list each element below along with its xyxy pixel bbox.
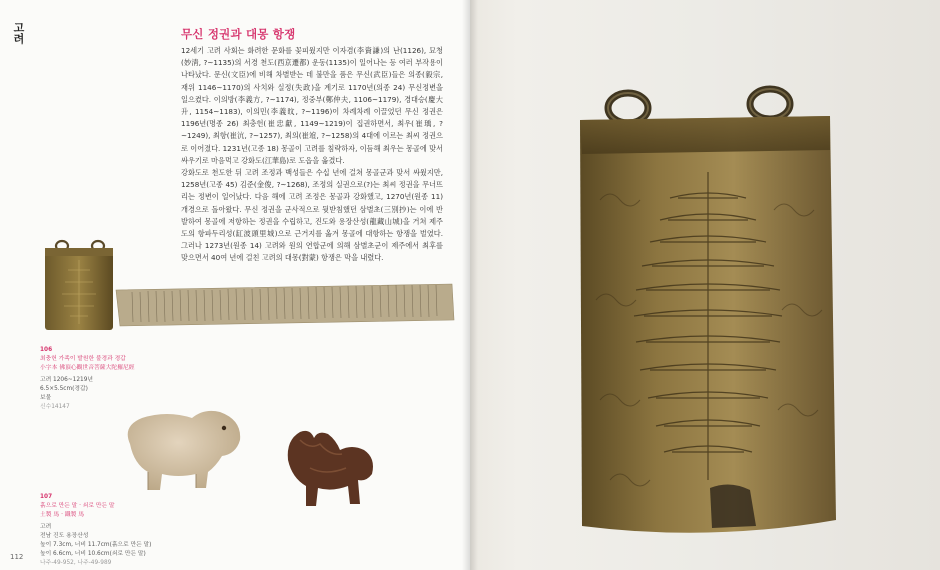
iron-horse-photo bbox=[280, 420, 380, 520]
caption-title: 최충헌 가족이 발원한 불경과 경갑 bbox=[40, 356, 126, 362]
caption-line: 전남 진도 용장산성 bbox=[40, 533, 89, 539]
caption-number: 107 bbox=[40, 494, 53, 500]
sutra-scroll-photo bbox=[112, 280, 457, 330]
caption-line: 보물 bbox=[40, 395, 52, 401]
body-paragraph: 강화도로 천도한 뒤 고려 조정과 백성들은 수십 년에 걸쳐 몽골군과 맞서 싸웠지만, 1258년(고종 45) 김준(金俊, ?~1268), 조정의 실권으로(?)는 최씨 정권을 무너뜨리는 정변이 일어났다. 다음 해에 고려 조정은 몽골과 강화했고, 1270년(원종 11) 개경으로 돌아왔다. 무신 정권을 군사적으로 뒷받침했던 삼별초(三別抄)는 이에 반발하여 몽골에 저항하는 정권을 수립하고, 진도와 용장산성(龍藏山城)을 거쳐 제주도의 항파두리성(缸波頭里城)으로 근거지를 옮겨 몽골에 대항하는 항쟁을 벌였다. 그러나 1273년(원종 14) 고려와 원의 연합군에 의해 삼별초군이 제주에서 최후를 맞으면서 40여 년에 걸친 고려의 대몽(對蒙) 항쟁은 막을 내렸다. bbox=[181, 168, 443, 263]
caption-line: 높이 6.6cm, 너비 10.6cm(쇠로 만든 말) bbox=[40, 551, 146, 557]
body-paragraph: 12세기 고려 사회는 화려한 문화를 꽃피웠지만 이자겸(李資謙)의 난(1126), 묘청(妙淸, ?~1135)의 서경 천도(西京遷都) 운동(1135)이 일어나는 등 여러 부작용이 나타났다. 문신(文臣)에 비해 차별받는 데 불만을 품은 무신(武臣)들은 의종(毅宗, 재위 1146~1170)의 사치와 실정(失政)을 계기로 1170년(의종 24) 무신정변을 일으켰다. 이의방(李義方, ?~1174), 정중부(鄭仲夫, 1106~1179), 경대승(慶大升, 1154~1183), 이의민(李義旼, ?~1196)이 차례차례 이끌었던 무신 정권은 1196년(명종 26) 최충헌(崔忠獻, 1149~1219)이 집권하면서, 최우(崔瑀, ?~1249), 최항(崔沆, ?~1257), 최의(崔竩, ?~1258)의 4대에 이르는 최씨 정권으로 이어졌다. 1231년(고종 18) 몽골이 고려를 침략하자, 이듬해 최우는 몽골에 맞서 싸우기로 마음먹고 강화도(江華島)로 도읍을 옮겼다. bbox=[181, 46, 443, 165]
sutra-case-photo bbox=[40, 238, 120, 336]
sutra-case-closeup-photo bbox=[560, 80, 860, 550]
right-page bbox=[470, 0, 940, 570]
caption-line: 고려 1206~1219년 bbox=[40, 377, 94, 383]
caption-line: 높이 7.3cm, 너비 11.7cm(흙으로 만든 말) bbox=[40, 542, 152, 548]
caption-107 bbox=[40, 493, 151, 568]
caption-accession: 신수14147 bbox=[40, 404, 70, 410]
chapter-side-tab: 고려 bbox=[12, 22, 25, 44]
page-number: 112 bbox=[10, 553, 24, 561]
caption-number: 106 bbox=[40, 347, 53, 353]
caption-line: 6.5×5.5cm(경갑) bbox=[40, 386, 88, 392]
caption-title-hanja: 小字本 佛頂心觀世音菩薩大陀羅尼經 bbox=[40, 365, 135, 371]
body-text bbox=[181, 45, 443, 265]
caption-accession: 나주-49-952, 나주-49-989 bbox=[40, 560, 112, 566]
section-title: 무신 정권과 대몽 항쟁 bbox=[181, 27, 296, 41]
caption-title: 흙으로 만든 말 · 쇠로 만든 말 bbox=[40, 503, 115, 509]
caption-line: 고려 bbox=[40, 524, 52, 530]
caption-title-hanja: 土製 馬 · 鐵製 馬 bbox=[40, 512, 84, 518]
clay-horse-photo bbox=[112, 396, 252, 496]
